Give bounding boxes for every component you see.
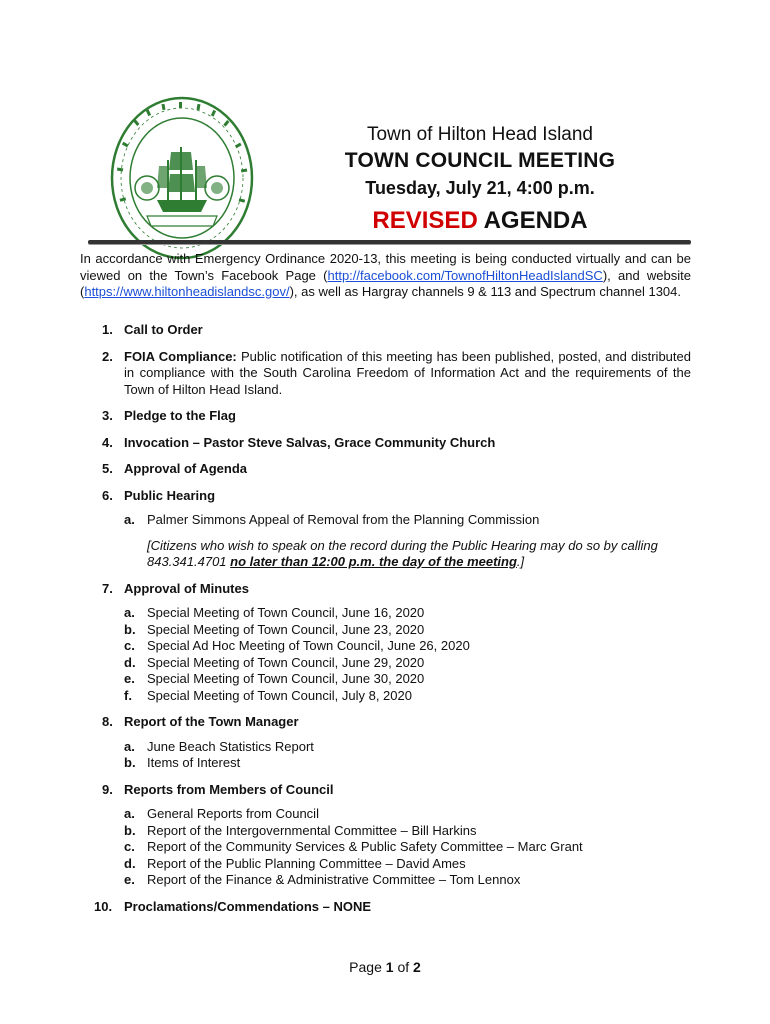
agenda-item: [80, 714, 691, 772]
sub-item-text: Palmer Simmons Appeal of Removal from the Planning Commission: [147, 512, 540, 527]
sub-item: [124, 671, 691, 688]
header-divider: [88, 240, 691, 244]
sub-item-letter: e.: [124, 671, 135, 686]
sub-item-text: Special Meeting of Town Council, June 30, 2020: [147, 671, 425, 686]
agenda-list: [80, 322, 691, 925]
sub-item-letter: a.: [124, 605, 135, 620]
agenda-item-title: Pledge to the Flag: [124, 408, 236, 423]
agenda-item: [80, 782, 691, 889]
agenda-item-title: Reports from Members of Council: [124, 781, 334, 797]
agenda-item-description: Public notification of this meeting has been published, posted, and distributed in compliance with the South Carolina Freedom of Information Act and the requirements of the Town of Hilton Head Island.: [124, 348, 691, 397]
agenda-item-number: 4.: [102, 434, 113, 450]
agenda-item-title: Invocation – Pastor Steve Salvas, Grace Community Church: [124, 434, 496, 450]
of-label: of: [397, 959, 410, 975]
meeting-date: Tuesday, July 21, 4:00 p.m.: [365, 178, 595, 198]
sub-item-letter: f.: [124, 687, 132, 703]
agenda-item-title: Approval of Agenda: [124, 461, 248, 476]
sub-item: [124, 806, 691, 823]
agenda-item-title: FOIA Compliance:: [124, 348, 237, 364]
intro-text: In accordance with Emergency Ordinance 2020-13, this meeting is being conducted virtually and can be viewed on the Town’s Facebook Page (: [80, 251, 691, 283]
sub-item-list: [124, 806, 691, 889]
agenda-item-number: 1.: [102, 322, 113, 337]
intro-text: ), as well as Hargray channels 9 & 113 and Spectrum channel 1304.: [289, 284, 682, 299]
sub-item-list: [124, 605, 691, 704]
sub-item-letter: a.: [124, 738, 135, 754]
sub-item-letter: d.: [124, 855, 136, 871]
facebook-link[interactable]: http://facebook.com/TownofHiltonHeadIslandSC: [327, 267, 603, 283]
sub-item: [124, 839, 691, 856]
sub-item-text: June Beach Statistics Report: [147, 738, 314, 754]
sub-item: [124, 655, 691, 672]
note-text: .]: [516, 554, 525, 569]
agenda-item: [80, 322, 691, 339]
agenda-item: [80, 349, 691, 399]
agenda-item: [80, 899, 691, 916]
meeting-header: [300, 124, 660, 236]
sub-item: [124, 739, 691, 756]
agenda-item-number: 6.: [102, 487, 113, 503]
agenda-item-number: 10.: [94, 898, 113, 914]
agenda-heading: [300, 206, 660, 236]
agenda-label: AGENDA: [483, 207, 588, 234]
sub-item-text: Special Meeting of Town Council, June 23, 2020: [147, 621, 425, 637]
sub-item-text: Report of the Public Planning Committee – David Ames: [147, 855, 466, 871]
sub-item-text: Report of the Finance & Administrative Committee – Tom Lennox: [147, 872, 521, 887]
agenda-item-title: Public Hearing: [124, 487, 216, 503]
town-seal-logo: [107, 92, 257, 264]
agenda-item-title: Report of the Town Manager: [124, 714, 299, 729]
agenda-item-number: 5.: [102, 461, 113, 476]
page-label: Page: [349, 959, 382, 975]
sub-item: [124, 638, 691, 655]
revised-label: REVISED: [372, 207, 478, 234]
meeting-title: TOWN COUNCIL MEETING: [344, 149, 616, 172]
sub-item-letter: a.: [124, 512, 135, 527]
agenda-item: [80, 581, 691, 705]
intro-text: ), and website (: [80, 267, 691, 299]
note-deadline: no later than 12:00 p.m. the day of the meeting: [230, 554, 517, 569]
page-footer: [0, 959, 770, 975]
sub-item: [124, 688, 691, 705]
agenda-item: [80, 488, 691, 571]
page-number: 1: [385, 959, 394, 975]
sub-item-text: Special Meeting of Town Council, June 16, 2020: [147, 605, 425, 620]
sub-item-text: Items of Interest: [147, 755, 241, 770]
sub-item: [124, 605, 691, 622]
sub-item-text: Special Meeting of Town Council, June 29, 2020: [147, 654, 425, 670]
sub-item: [124, 755, 691, 772]
agenda-item-title: Proclamations/Commendations – NONE: [124, 898, 372, 914]
public-hearing-note: [124, 538, 691, 571]
sub-item-letter: e.: [124, 872, 135, 887]
sub-item-letter: c.: [124, 839, 135, 854]
agenda-item-number: 2.: [102, 348, 113, 364]
page-total: 2: [413, 959, 421, 975]
agenda-item: [80, 461, 691, 478]
sub-item: [124, 823, 691, 840]
sub-item-letter: d.: [124, 654, 136, 670]
sub-item: [124, 622, 691, 639]
sub-item-letter: a.: [124, 806, 135, 821]
agenda-item-number: 9.: [102, 781, 113, 797]
agenda-item-number: 7.: [102, 580, 113, 596]
sub-item: [124, 872, 691, 889]
sub-item-text: General Reports from Council: [147, 806, 319, 821]
sub-item-letter: c.: [124, 638, 135, 653]
intro-paragraph: [80, 251, 691, 301]
agenda-item-title: Approval of Minutes: [124, 580, 249, 596]
town-name: Town of Hilton Head Island: [366, 124, 593, 145]
agenda-item-number: 3.: [102, 408, 113, 423]
sub-item-list: [124, 739, 691, 772]
agenda-item-title: Call to Order: [124, 322, 203, 337]
agenda-item-number: 8.: [102, 714, 113, 729]
sub-item-text: Special Meeting of Town Council, July 8, 2020: [147, 687, 412, 703]
sub-item-text: Report of the Intergovernmental Committee – Bill Harkins: [147, 822, 477, 838]
sub-item-text: Report of the Community Services & Public Safety Committee – Marc Grant: [147, 839, 583, 854]
sub-item-letter: b.: [124, 755, 136, 770]
sub-item: [124, 512, 691, 529]
sub-item-list: [124, 512, 691, 529]
agenda-item: [80, 435, 691, 452]
sub-item: [124, 856, 691, 873]
sub-item-text: Special Ad Hoc Meeting of Town Council, June 26, 2020: [147, 638, 470, 653]
note-text: [Citizens who wish to speak on the record during the Public Hearing may do so by calling 843.341.4701: [147, 537, 658, 569]
sub-item-letter: b.: [124, 621, 136, 637]
agenda-item: [80, 408, 691, 425]
website-link[interactable]: https://www.hiltonheadislandsc.gov/: [84, 284, 290, 299]
sub-item-letter: b.: [124, 822, 136, 838]
